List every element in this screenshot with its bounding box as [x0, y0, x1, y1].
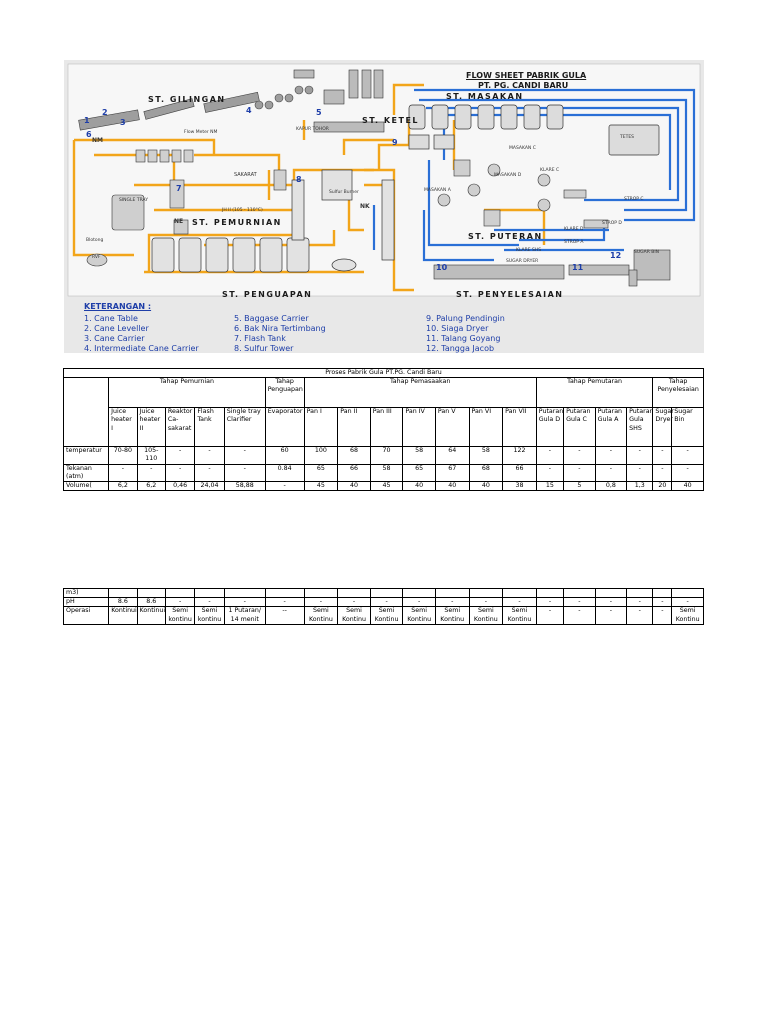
table-cell: - — [595, 464, 627, 481]
callout-7: 7 — [176, 184, 182, 193]
table-cell: Semi kontinu — [165, 607, 194, 624]
table-caption: Proses Pabrik Gula PT.PG. Candi Baru — [64, 369, 704, 378]
table-row — [64, 447, 704, 464]
table-cell: Semi Kontinu — [370, 607, 403, 624]
label-sugar-dryer: SUGAR DRYER — [506, 259, 539, 264]
table-cell: - — [627, 464, 653, 481]
column-header: Sugar Bin — [672, 408, 704, 447]
table-cell: 20 — [653, 482, 672, 491]
table-cell: - — [672, 598, 704, 607]
table-cell: 58,88 — [224, 482, 265, 491]
table-cell: Semi kontinu — [195, 607, 224, 624]
table-cell: - — [653, 607, 672, 624]
table-cell: - — [195, 447, 224, 464]
flow-sheet-figure — [64, 60, 704, 353]
label-klare-d: KLARE D — [564, 227, 584, 232]
table-cell: 68 — [469, 464, 503, 481]
station-ketel: ST. KETEL — [362, 116, 420, 125]
table-cell: 65 — [304, 464, 338, 481]
table-cell: - — [265, 598, 304, 607]
table-cell: 40 — [338, 482, 371, 491]
table-cell — [265, 589, 304, 598]
station-puteran: ST. PUTERAN — [468, 232, 543, 241]
table-cell: 8.6 — [109, 598, 137, 607]
process-table-continued — [63, 588, 704, 625]
column-header: Single tray Clarifier — [224, 408, 265, 447]
table-cell: 58 — [370, 464, 403, 481]
table-cell: - — [564, 447, 596, 464]
callout-1: 1 — [84, 116, 90, 125]
table-cell: - — [165, 464, 194, 481]
table-cell: - — [195, 464, 224, 481]
label-strop-a: STROP A — [564, 240, 584, 245]
table-cell: 24,04 — [195, 482, 224, 491]
column-header: Putaran Gula A — [595, 408, 627, 447]
table-cell: 0.84 — [265, 464, 304, 481]
legend-item: 3. Cane Carrier — [84, 334, 145, 343]
table-cell: - — [564, 598, 596, 607]
table-cell: - — [627, 598, 653, 607]
column-header: Reaktor Ca-sakarat — [165, 408, 194, 447]
table-cell: Kontinui — [137, 607, 165, 624]
legend-item: 7. Flash Tank — [234, 334, 286, 343]
callout-4: 4 — [246, 106, 252, 115]
table-cell: - — [224, 464, 265, 481]
table-cell: 40 — [469, 482, 503, 491]
label-rvf: RVF — [92, 255, 101, 260]
table-cell: - — [195, 598, 224, 607]
table-cell: 1 Putaran/ 14 menit — [224, 607, 265, 624]
table-cell: - — [224, 447, 265, 464]
table-cell: - — [304, 598, 338, 607]
table-cell: - — [165, 447, 194, 464]
station-penyelesaian: ST. PENYELESAIAN — [456, 290, 564, 299]
column-header: Pan VI — [469, 408, 503, 447]
callout-6: 6 — [86, 130, 92, 139]
legend-item: 4. Intermediate Cane Carrier — [84, 344, 199, 353]
station-masakan: ST. MASAKAN — [446, 92, 524, 101]
table-cell: - — [338, 598, 371, 607]
legend-item: 11. Talang Goyang — [426, 334, 501, 343]
table-cell: - — [224, 598, 265, 607]
column-header: Putaran Gula D — [536, 408, 563, 447]
table-cell: - — [564, 607, 596, 624]
station-penguapan: ST. PENGUAPAN — [222, 290, 313, 299]
label-masakan-c: MASAKAN C — [509, 146, 536, 151]
table-cell: - — [595, 598, 627, 607]
label-nk: NK — [360, 203, 370, 210]
legend-item: 6. Bak Nira Tertimbang — [234, 324, 326, 333]
group-pemurnian: Tahap Pemurnian — [109, 378, 266, 408]
column-header: Flash Tank — [195, 408, 224, 447]
table-cell: Semi Kontinu — [338, 607, 371, 624]
process-table — [63, 368, 704, 491]
table-cell — [304, 589, 338, 598]
corner-cell — [64, 378, 109, 447]
flow-sheet-title: FLOW SHEET PABRIK GULA — [466, 71, 587, 80]
table-cell — [627, 589, 653, 598]
legend-title: KETERANGAN : — [84, 302, 152, 311]
callout-9: 9 — [392, 138, 398, 147]
callout-12: 12 — [610, 251, 622, 260]
callout-2: 2 — [102, 108, 108, 117]
table-cell: - — [137, 464, 165, 481]
table-cell: - — [536, 607, 563, 624]
table-cell — [536, 589, 563, 598]
table-cell: - — [653, 464, 672, 481]
column-header: Juice heater II — [137, 408, 165, 447]
legend — [80, 300, 692, 353]
table-cell — [338, 589, 371, 598]
table-cell: - — [595, 607, 627, 624]
legend-item: 9. Palung Pendingin — [426, 314, 505, 323]
table-cell: Semi Kontinu — [672, 607, 704, 624]
column-header: Evaporator — [265, 408, 304, 447]
table-cell — [435, 589, 469, 598]
legend-item: 5. Baggase Carrier — [234, 314, 309, 323]
label-ne: NE — [174, 218, 184, 225]
label-klare-shs: KLARE SHS — [516, 248, 542, 253]
table-cell: - — [435, 598, 469, 607]
row-label: Tekanan (atm) — [64, 464, 109, 481]
table-cell: Kontinui — [109, 607, 137, 624]
label-nm: NM — [92, 137, 103, 144]
table-body — [64, 447, 704, 491]
table-cell: 60 — [265, 447, 304, 464]
column-header: Sugar Dryer — [653, 408, 672, 447]
column-header: Pan II — [338, 408, 371, 447]
table-cell — [672, 589, 704, 598]
table-cell: 105-110 — [137, 447, 165, 464]
column-header-row — [64, 408, 704, 447]
station-pemurnian: ST. PEMURNIAN — [192, 218, 282, 227]
group-penguapan: Tahap Penguapan — [265, 378, 304, 408]
table-cell: - — [370, 598, 403, 607]
table-cell — [653, 589, 672, 598]
group-pemasakan: Tahap Pemasaakan — [304, 378, 536, 408]
callout-3: 3 — [120, 118, 126, 127]
table-cell: 1,3 — [627, 482, 653, 491]
table-cell: - — [165, 598, 194, 607]
table-cell — [564, 589, 596, 598]
table-cell: Semi Kontinu — [304, 607, 338, 624]
label-strop-d: STROP D — [602, 221, 622, 226]
label-masakan-a: MASAKAN A — [424, 188, 451, 193]
legend-item: 8. Sulfur Tower — [234, 344, 294, 353]
table-cell — [503, 589, 537, 598]
table-cell — [224, 589, 265, 598]
column-header: Putaran Gula C — [564, 408, 596, 447]
legend-item: 1. Cane Table — [84, 314, 138, 323]
table-cell: 58 — [403, 447, 436, 464]
legend-item: 10. Siaga Dryer — [426, 324, 489, 333]
table-cell — [370, 589, 403, 598]
table-cell — [469, 589, 503, 598]
label-sulfur: Sulfur Burner — [329, 190, 359, 195]
label-sakarat: SAKARAT — [234, 172, 257, 178]
table-cell: - — [595, 447, 627, 464]
table-cell: - — [265, 482, 304, 491]
table-cell: 122 — [503, 447, 537, 464]
column-header: Pan V — [435, 408, 469, 447]
table-cell: - — [536, 447, 563, 464]
label-tetes: TETES — [620, 135, 635, 140]
table-cell: 0,8 — [595, 482, 627, 491]
legend-item: 2. Cane Leveller — [84, 324, 149, 333]
column-header: Pan III — [370, 408, 403, 447]
label-strop-c: STROP C — [624, 197, 644, 202]
label-single-tray: SINGLE TRAY — [119, 198, 148, 203]
table-cell: 38 — [503, 482, 537, 491]
table-cell: 15 — [536, 482, 563, 491]
table-cell: 66 — [338, 464, 371, 481]
table-cell: 6,2 — [137, 482, 165, 491]
column-header: Putaran Gula SHS — [627, 408, 653, 447]
table-row — [64, 482, 704, 491]
legend-item: 12. Tangga Jacob — [426, 344, 495, 353]
table-cell: 70-80 — [109, 447, 137, 464]
table-cell: - — [503, 598, 537, 607]
table-cell: - — [653, 598, 672, 607]
row-label: pH — [64, 598, 109, 607]
label-sugar-bin: SUGAR BIN — [634, 250, 660, 255]
table-row — [64, 607, 704, 624]
table-cell — [109, 589, 137, 598]
table-cell: 40 — [672, 482, 704, 491]
table-cell: Semi Kontinu — [503, 607, 537, 624]
table-cell: - — [536, 464, 563, 481]
table-cell: 64 — [435, 447, 469, 464]
column-header: Pan IV — [403, 408, 436, 447]
table-cell: - — [109, 464, 137, 481]
label-blotong: Blotong — [86, 238, 104, 243]
table-cell — [595, 589, 627, 598]
flow-sheet-subtitle: PT. PG. CANDI BARU — [478, 81, 569, 90]
table-cell: 5 — [564, 482, 596, 491]
table-row — [64, 464, 704, 481]
callout-5: 5 — [316, 108, 322, 117]
table-cell — [403, 589, 436, 598]
table-cell: - — [672, 447, 704, 464]
table-cell: Semi Kontinu — [435, 607, 469, 624]
table-cell: 45 — [304, 482, 338, 491]
table-cell — [195, 589, 224, 598]
station-gilingan: ST. GILINGAN — [148, 95, 226, 104]
table-cell: 67 — [435, 464, 469, 481]
callout-11: 11 — [572, 263, 584, 272]
row-label: temperatur — [64, 447, 109, 464]
table-cell: 70 — [370, 447, 403, 464]
row-label: m3) — [64, 589, 109, 598]
table-cell: Semi Kontinu — [469, 607, 503, 624]
group-penyelesaian: Tahap Penyelesaian — [653, 378, 704, 408]
table-cell: - — [627, 447, 653, 464]
table-cell: 45 — [370, 482, 403, 491]
table-cell — [165, 589, 194, 598]
label-klare-c: KLARE C — [540, 168, 560, 173]
callout-10: 10 — [436, 263, 448, 272]
column-header: Pan I — [304, 408, 338, 447]
table-cell: 6,2 — [109, 482, 137, 491]
table-cell: 100 — [304, 447, 338, 464]
label-jh2: JH II (105 - 110°C) — [222, 208, 263, 213]
table-cell: 0,46 — [165, 482, 194, 491]
group-pemutaran: Tahap Pemutaran — [536, 378, 653, 408]
table-cell: 40 — [403, 482, 436, 491]
label-flow-meter: Flow Meter NM — [184, 130, 218, 135]
table-cell: 8.6 — [137, 598, 165, 607]
table-cell: - — [403, 598, 436, 607]
table-cell: 68 — [338, 447, 371, 464]
table-cell — [137, 589, 165, 598]
table-cell: - — [469, 598, 503, 607]
row-label: Operasi — [64, 607, 109, 624]
label-masakan-d: MASAKAN D — [494, 173, 522, 178]
table-row — [64, 598, 704, 607]
row-label: Volume( — [64, 482, 109, 491]
column-header: Juice heater I — [109, 408, 137, 447]
table-cell: 66 — [503, 464, 537, 481]
table-cell: - — [627, 607, 653, 624]
table-cell: -- — [265, 607, 304, 624]
table-cell: - — [536, 598, 563, 607]
table-row — [64, 589, 704, 598]
table-cell: - — [564, 464, 596, 481]
table-cell: - — [672, 464, 704, 481]
table-cell: Semi Kontinu — [403, 607, 436, 624]
table-cell: 40 — [435, 482, 469, 491]
label-kapur: KAPUR TOHOR — [296, 127, 329, 132]
table-cell: - — [653, 447, 672, 464]
table-cell: 58 — [469, 447, 503, 464]
callout-8: 8 — [296, 175, 302, 184]
column-header: Pan VII — [503, 408, 537, 447]
table-cell: 65 — [403, 464, 436, 481]
table-body — [64, 589, 704, 625]
